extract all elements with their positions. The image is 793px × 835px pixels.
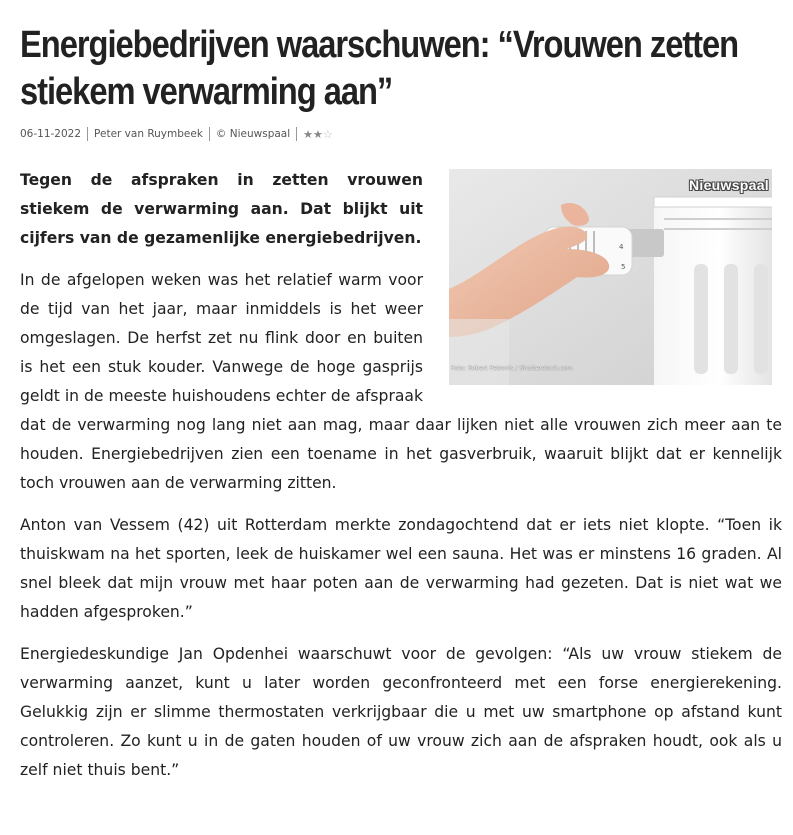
rating-stars (303, 128, 333, 141)
svg-text:4: 4 (619, 243, 624, 251)
article-image (449, 169, 772, 385)
article-paragraph: In de afgelopen weken was het relatief warm voor de tijd van het jaar, maar inmiddels is het weer omgeslagen. De herfst zet nu flink door en buiten is het een stuk kouder. Vanwege de hoge gasprijs geldt in de meeste huishoudens echter de afspraak dat de verwarming nog lang niet aan mag, maar daar lijken niet alle vrouwen zich meer aan te houden. Energiebedrijven zien een toename in het gasverbruik, waaruit blijkt dat er kennelijk toch vrouwen aan de verwarming zitten. (20, 271, 782, 492)
image-credit: Foto: Robert Petrovic / Shutterstock.com (451, 365, 573, 372)
article-meta (20, 126, 782, 142)
article-date: 06-11-2022 (20, 128, 82, 140)
article-source: © Nieuwspaal (215, 128, 291, 140)
meta-divider (209, 127, 210, 141)
star-filled-icon: ★ (303, 127, 314, 141)
article-lead: Tegen de afspraken in zetten vrouwen stiekem de verwarming aan. Dat blijkt uit cijfers van de gezamenlijke energiebedrijven. (20, 171, 423, 247)
radiator-photo (449, 169, 772, 385)
svg-text:5: 5 (621, 263, 626, 271)
article-title: Energiebedrijven waarschuwen: “Vrouwen zetten stiekem verwarming aan” (20, 24, 739, 113)
article-body (20, 166, 782, 785)
meta-divider (87, 127, 88, 141)
star-empty-icon: ☆ (322, 127, 333, 141)
image-watermark: Nieuwspaal (688, 177, 769, 193)
star-filled-icon: ★ (313, 127, 323, 141)
meta-divider (296, 127, 297, 141)
article (20, 22, 782, 798)
article-paragraph: Anton van Vessem (42) uit Rotterdam merkte zondagochtend dat er iets niet klopte. “Toen ik thuiskwam na het sporten, leek de huiskamer wel een sauna. Het was er minstens 16 graden. Al snel bleek dat mijn vrouw met haar poten aan de verwarming had gezeten. Dat is niet wat we hadden afgesproken.” (20, 516, 782, 621)
article-paragraph: Energiedeskundige Jan Opdenhei waarschuwt voor de gevolgen: “Als uw vrouw stiekem de verwarming aanzet, kunt u later worden geconfronteerd met een forse energierekening. Gelukkig zijn er slimme thermostaten verkrijgbaar die u met uw smartphone op afstand kunt controleren. Zo kunt u in de gaten houden of uw vrouw zich aan de afspraken houdt, ook als u zelf niet thuis bent.” (20, 645, 782, 779)
article-author[interactable]: Peter van Ruymbeek (94, 128, 203, 140)
